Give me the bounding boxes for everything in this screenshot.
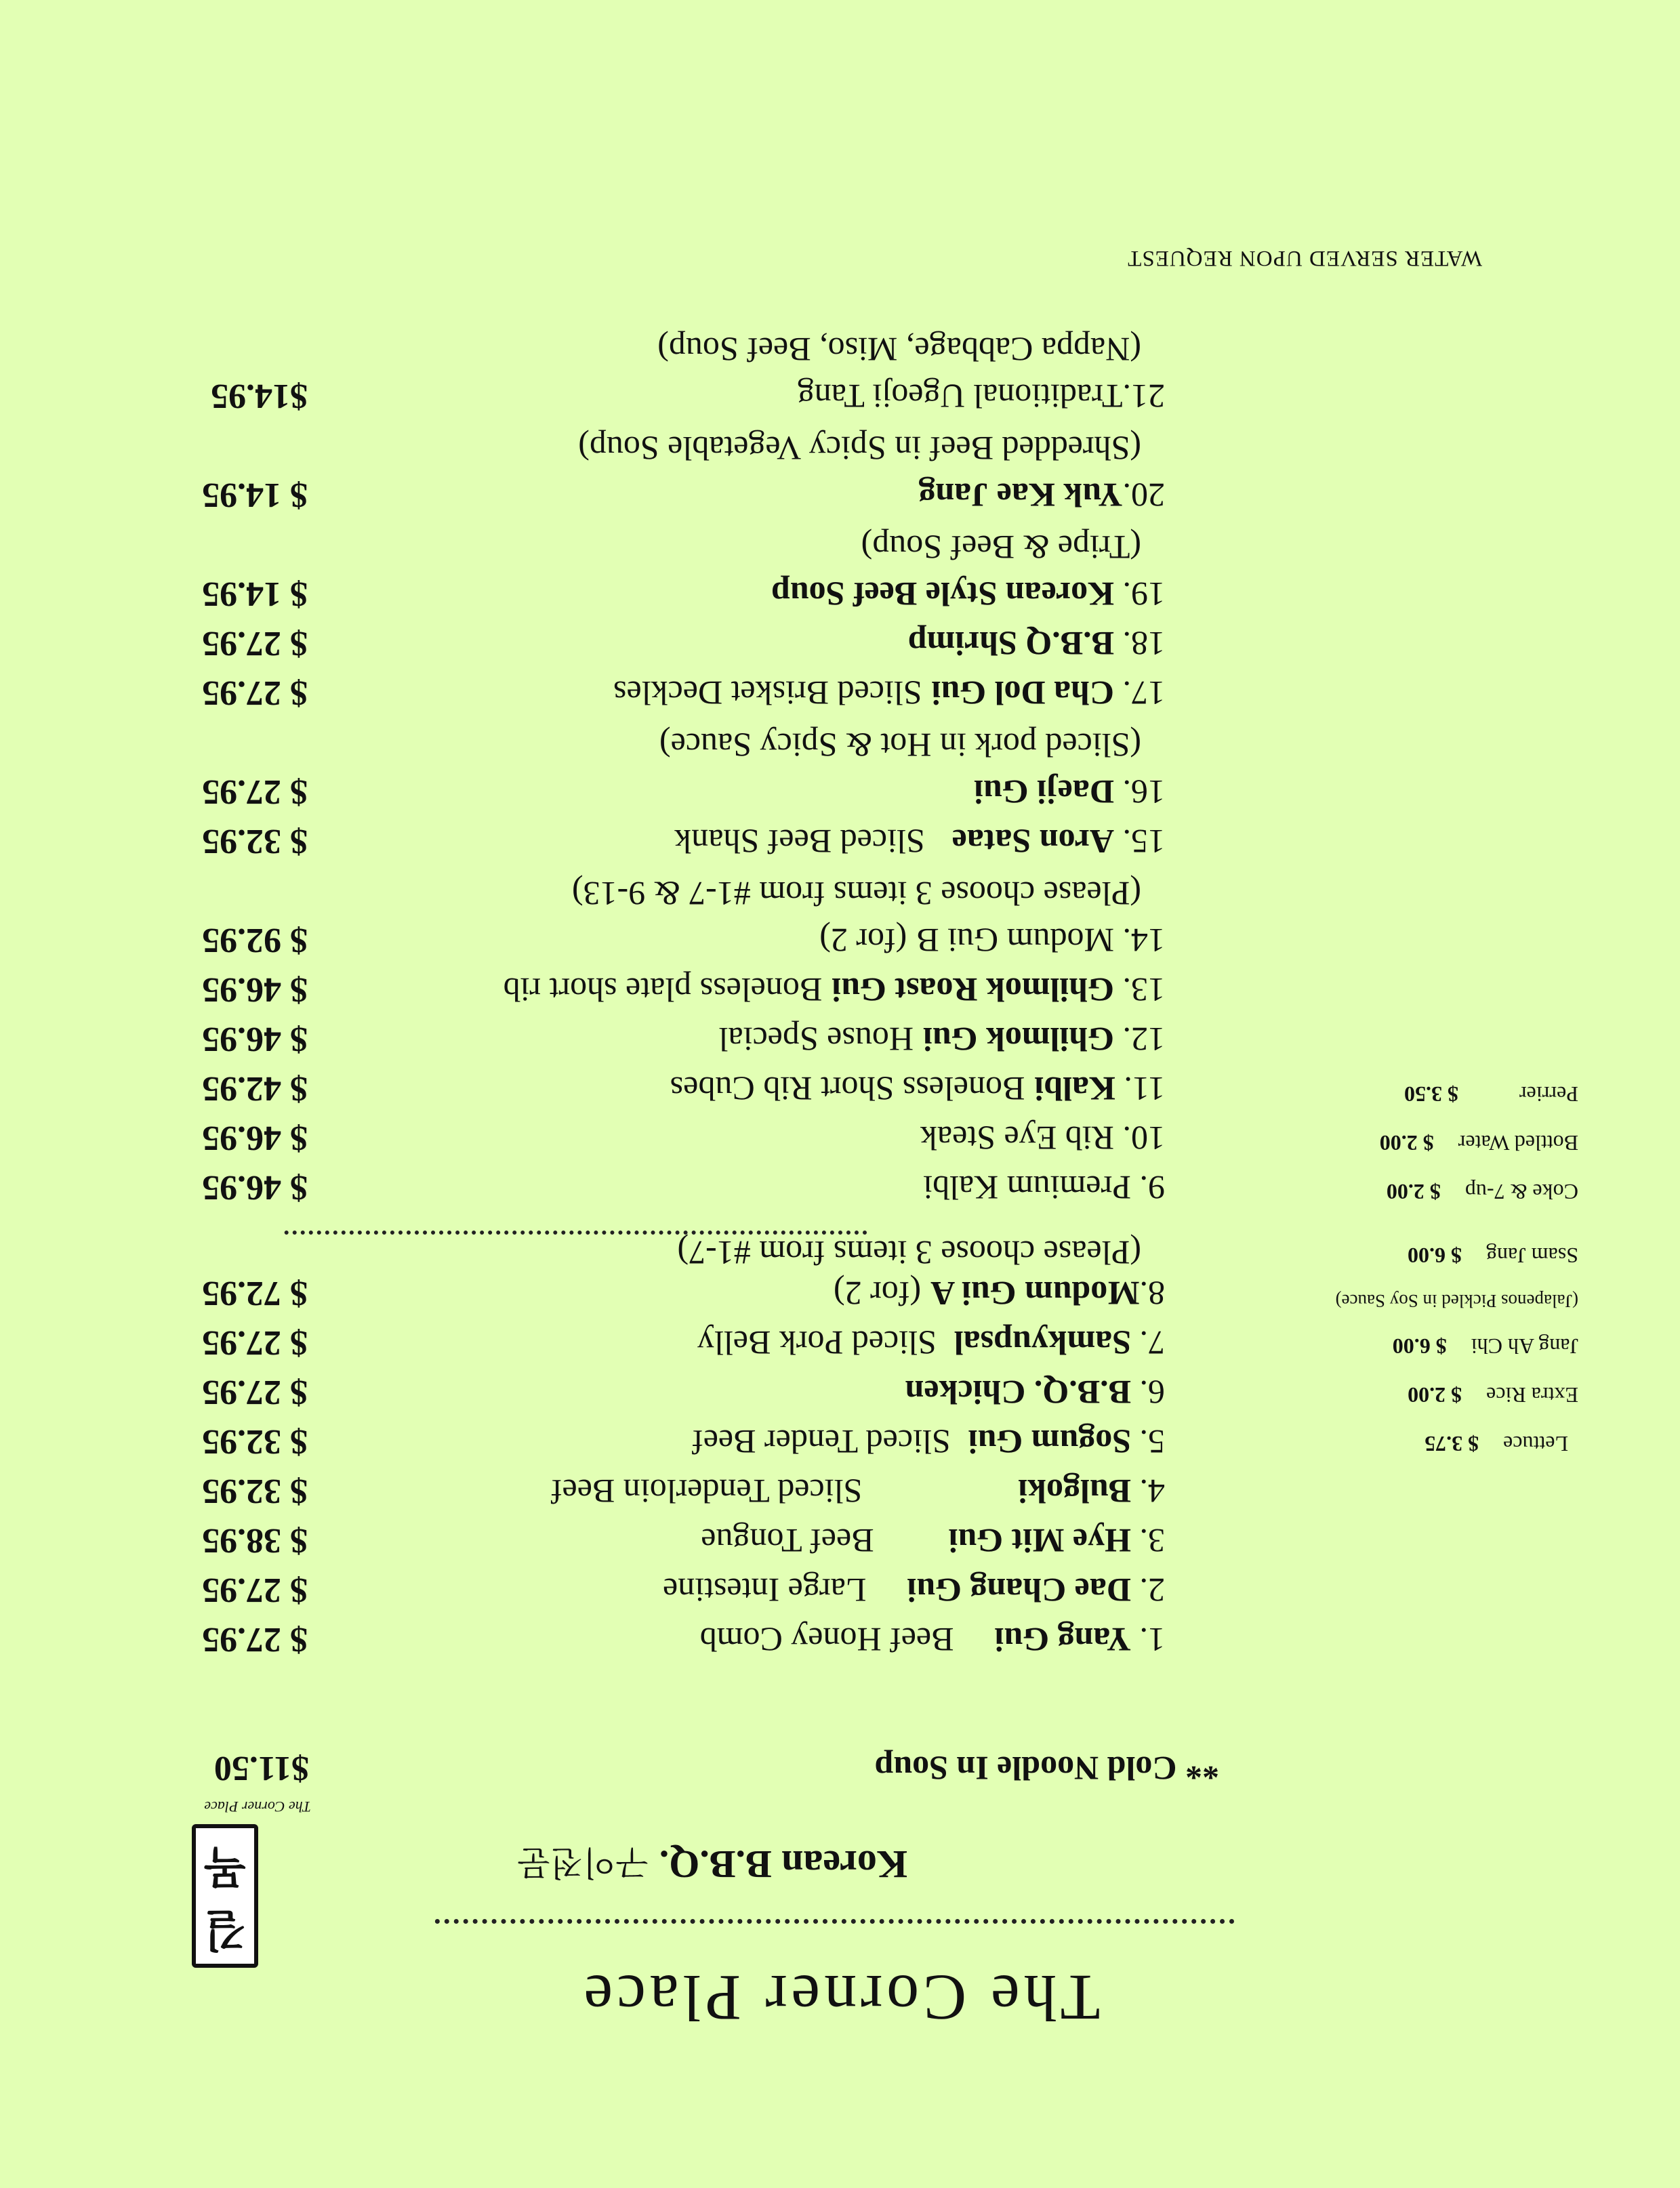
- item-number: 13.: [1114, 971, 1165, 1009]
- menu-item: [920, 1119, 1165, 1158]
- item-note: (Tripe & Beef Soup): [861, 529, 1141, 566]
- side-name: Extra Rice: [1486, 1383, 1578, 1407]
- side-price: $ 3.75: [1425, 1432, 1479, 1456]
- subtitle-korean: 구이전문: [517, 1843, 649, 1882]
- item-price: $ 27.95: [202, 1620, 308, 1659]
- item-desc: Beef Honey Comb: [699, 1621, 954, 1659]
- item-price: $ 14.95: [202, 476, 308, 514]
- side-name: Ssam Jang: [1486, 1243, 1578, 1268]
- menu-item: [674, 822, 1165, 861]
- menu-item: [798, 377, 1165, 416]
- item-name: Hye Mit Gui: [948, 1522, 1131, 1560]
- cold-noodle-prefix: **: [1185, 1750, 1219, 1788]
- item-number: 2.: [1131, 1571, 1165, 1609]
- drink-price: $ 3.50: [1404, 1082, 1458, 1107]
- side-item: [1408, 1382, 1578, 1407]
- item-name: Kalbi: [1034, 1070, 1115, 1108]
- item-number: 16.: [1114, 773, 1165, 811]
- side-note: (Jalapenos Pickled in Soy Sauce): [1335, 1291, 1578, 1311]
- item-number: 14.: [1114, 922, 1165, 959]
- restaurant-title: The Corner Place: [579, 1962, 1101, 2034]
- item-number: 4.: [1131, 1472, 1165, 1510]
- item-desc: Beef Tongue: [701, 1522, 874, 1560]
- item-name: Traditional Ugeoji Tang: [797, 377, 1123, 415]
- item-price: $ 46.95: [202, 1119, 308, 1157]
- logo-caption: The Corner Place: [204, 1798, 311, 1815]
- menu-item: [834, 1274, 1165, 1313]
- item-name: Sogum Gui: [968, 1423, 1131, 1461]
- item-number: 19.: [1114, 575, 1165, 613]
- side-item: [1393, 1334, 1578, 1359]
- item-note: (Sliced pork in Hot & Spicy Sauce): [659, 726, 1141, 764]
- item-desc: Sliced Pork Belly: [697, 1324, 937, 1362]
- side-name: Lettuce: [1503, 1432, 1568, 1456]
- menu-item: [503, 970, 1165, 1010]
- menu-item: [819, 921, 1165, 960]
- drink-name: Coke & 7-up: [1464, 1180, 1578, 1204]
- menu-item: [701, 1521, 1165, 1561]
- item-price: $ 27.95: [202, 772, 308, 811]
- divider-dots: [434, 1919, 1234, 1924]
- item-desc: Boneless plate short rib: [503, 971, 823, 1009]
- item-number: 11.: [1115, 1070, 1165, 1108]
- item-number: 1.: [1131, 1621, 1165, 1659]
- menu-item: [905, 1373, 1165, 1412]
- item-desc: Sliced Tenderloin Beef: [550, 1472, 863, 1510]
- logo-char-2: 목: [204, 1842, 246, 1892]
- menu-item: [719, 1020, 1165, 1059]
- menu-item: [613, 674, 1165, 713]
- item-number: 7.: [1131, 1324, 1165, 1362]
- item-name: Yang Gui: [994, 1621, 1131, 1659]
- item-number: 12.: [1114, 1020, 1165, 1058]
- item-name: Korean Style Beef Soup: [771, 575, 1114, 613]
- item-number: 18.: [1114, 625, 1165, 663]
- menu-item: [918, 476, 1165, 515]
- drink-item: [1380, 1130, 1578, 1155]
- item-name: Modum Gui A: [930, 1275, 1140, 1313]
- item-price: $ 46.95: [202, 1168, 308, 1207]
- cold-noodle-name: Cold Noodle In Soup: [874, 1750, 1177, 1788]
- item-desc: Sliced Tender Beef: [692, 1423, 951, 1461]
- drink-item: [1404, 1081, 1578, 1107]
- item-name: B.B.Q. Chicken: [905, 1374, 1131, 1411]
- item-name: Daeji Gui: [974, 773, 1114, 811]
- item-price: $ 27.95: [202, 1373, 308, 1411]
- drink-price: $ 2.00: [1386, 1180, 1441, 1204]
- menu-item: [923, 1168, 1165, 1207]
- menu-item: [771, 575, 1165, 614]
- item-price: $ 27.95: [202, 1571, 308, 1609]
- menu-item: [670, 1069, 1165, 1109]
- item-number: 6.: [1131, 1374, 1165, 1411]
- item-name: Cha Dol Gui: [931, 674, 1114, 712]
- item-number: 9.: [1131, 1169, 1165, 1207]
- item-number: 17.: [1114, 674, 1165, 712]
- water-notice: WATER SERVED UPON REQUEST: [1127, 246, 1482, 270]
- side-price: $ 6.00: [1392, 1334, 1447, 1359]
- item-number: 8.: [1139, 1275, 1165, 1313]
- menu-item: [663, 1571, 1165, 1610]
- item-name: Dae Chang Gui: [907, 1571, 1131, 1609]
- item-price: $ 46.95: [202, 970, 308, 1009]
- item-name: Ghilmok Roast Gui: [832, 971, 1114, 1009]
- item-desc: Large Intestine: [663, 1571, 867, 1609]
- side-name: Jang Ah Chi: [1471, 1334, 1578, 1359]
- item-note: (Shredded Beef in Spicy Vegetable Soup): [578, 430, 1141, 468]
- side-price: $ 2.00: [1408, 1383, 1462, 1407]
- item-name: Ghilmok Gui: [922, 1020, 1114, 1058]
- restaurant-logo: [192, 1824, 258, 1968]
- item-name: Modum Gui B: [916, 922, 1114, 959]
- menu-item: [692, 1422, 1165, 1462]
- drink-name: Perrier: [1519, 1082, 1578, 1107]
- menu-item: [908, 624, 1165, 663]
- side-item: [1408, 1243, 1578, 1268]
- item-number: 3.: [1131, 1522, 1165, 1560]
- item-name: Rib Eye Steak: [920, 1119, 1114, 1157]
- item-desc: House Special: [718, 1020, 914, 1058]
- menu-subtitle: [518, 1841, 908, 1890]
- item-price: $ 27.95: [202, 624, 308, 663]
- item-desc: (for 2): [833, 1275, 922, 1313]
- item-name: Samkyupsal: [954, 1324, 1131, 1362]
- menu-item: [551, 1472, 1165, 1511]
- item-price: $ 72.95: [202, 1274, 308, 1313]
- item-price: $ 32.95: [202, 1422, 308, 1461]
- menu-item: [700, 1620, 1165, 1659]
- item-price: $ 46.95: [202, 1020, 308, 1058]
- item-number: 21.: [1122, 377, 1165, 415]
- side-item: [1425, 1431, 1568, 1456]
- drink-item: [1387, 1179, 1578, 1204]
- item-price: $14.95: [211, 377, 308, 415]
- item-name: Yuk Kae Jang: [918, 476, 1123, 514]
- item-desc: Sliced Beef Shank: [674, 823, 925, 861]
- item-desc: Boneless Short Rib Cubes: [670, 1070, 1025, 1108]
- item-price: $ 92.95: [202, 921, 308, 959]
- item-number: 10.: [1114, 1119, 1165, 1157]
- drink-price: $ 2.00: [1379, 1131, 1434, 1155]
- item-desc: (for 2): [819, 922, 907, 959]
- item-name: Bulgoki: [1018, 1472, 1131, 1510]
- logo-char-1: 길: [204, 1904, 246, 1954]
- item-desc: Sliced Brisket Deckles: [613, 674, 922, 712]
- item-note: (Nappa Cabbage, Miso, Beef Soup): [657, 331, 1141, 369]
- menu-item: [697, 1323, 1165, 1363]
- item-name: Premium Kalbi: [923, 1169, 1131, 1207]
- item-note: (Please choose 3 items from #1-7 & 9-13): [571, 875, 1141, 913]
- item-price: $ 27.95: [202, 1323, 308, 1362]
- item-price: $ 38.95: [202, 1521, 308, 1560]
- item-price: $ 14.95: [202, 575, 308, 613]
- item-price: $ 32.95: [202, 822, 308, 861]
- item-number: 15.: [1114, 823, 1165, 861]
- side-price: $ 6.00: [1408, 1243, 1462, 1268]
- item-price: $ 27.95: [202, 674, 308, 712]
- divider-dots: [284, 1231, 867, 1235]
- subtitle-english: Korean B.B.Q.: [659, 1842, 907, 1886]
- item-name: Aron Satae: [951, 823, 1114, 861]
- item-number: 20.: [1122, 476, 1165, 514]
- item-price: $ 42.95: [202, 1069, 308, 1108]
- drink-name: Bottled Water: [1458, 1131, 1578, 1155]
- cold-noodle-label: [875, 1749, 1220, 1788]
- item-number: 5.: [1131, 1423, 1165, 1461]
- menu-item: [974, 772, 1165, 812]
- item-note: (Please choose 3 items from #1-7): [677, 1234, 1141, 1272]
- cold-noodle-price: $11.50: [213, 1749, 309, 1788]
- item-price: $ 32.95: [202, 1472, 308, 1510]
- item-name: B.B.Q Shrimp: [907, 625, 1114, 663]
